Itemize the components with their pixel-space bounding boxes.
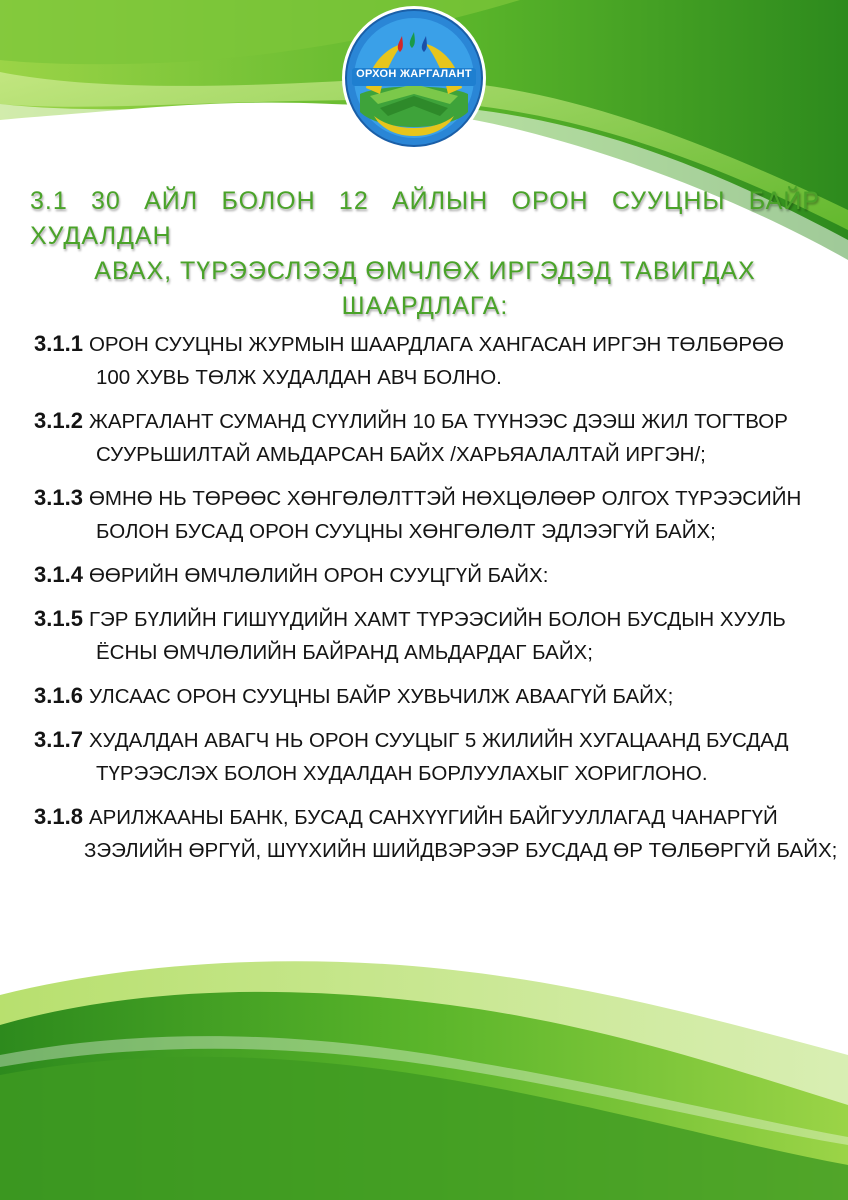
item-number: 3.1.5 [34,606,83,631]
item-number: 3.1.3 [34,485,83,510]
item-text-line-1: ОРОН СУУЦНЫ ЖУРМЫН ШААРДЛАГА ХАНГАСАН ИРГЭН ТӨЛБӨРӨӨ [88,333,784,356]
item-text-line-1: ГЭР БҮЛИЙН ГИШҮҮДИЙН ХАМТ ТҮРЭЭСИЙН БОЛОН БУСДЫН ХУУЛЬ [88,608,786,631]
item-number: 3.1.4 [34,562,83,587]
item-text-line-2: ТҮРЭЭСЛЭХ БОЛОН ХУДАЛДАН БОРЛУУЛАХЫГ ХОРИГЛОНО. [96,762,708,785]
item-text-line-2: СУУРЬШИЛТАЙ АМЬДАРСАН БАЙХ /ХАРЬЯАЛАЛТАЙ ИРГЭН/; [96,443,706,466]
item-text-line-2: ЗЭЭЛИЙН ӨРГҮЙ, ШҮҮХИЙН ШИЙДВЭРЭЭР БУСДАД ӨР ТӨЛБӨРГҮЙ БАЙХ; [84,839,838,862]
heading-line-1: 3.1 30 АЙЛ БОЛОН 12 АЙЛЫН ОРОН СУУЦНЫ БАЙР ХУДАЛДАН [30,187,820,250]
list-item [34,404,834,471]
item-text-line-1: ӨӨРИЙН ӨМЧЛӨЛИЙН ОРОН СУУЦГҮЙ БАЙХ: [88,564,549,587]
logo-text: ОРХОН ЖАРГАЛАНТ [356,68,472,80]
list-item [34,558,834,592]
bottom-green-wave-decoration [0,955,848,1200]
item-text-line-1: ЖАРГАЛАНТ СУМАНД СҮҮЛИЙН 10 БА ТҮҮНЭЭС ДЭЭШ ЖИЛ ТОГТВОР [88,410,788,433]
requirements-list [34,327,838,877]
document-heading [30,184,820,324]
item-text-line-1: УЛСААС ОРОН СУУЦНЫ БАЙР ХУВЬЧИЛЖ АВААГҮЙ БАЙХ; [88,685,674,708]
heading-line-2: АВАХ, ТҮРЭЭСЛЭЭД ӨМЧЛӨХ ИРГЭДЭД ТАВИГДАХ ШААРДЛАГА: [94,257,756,320]
item-number: 3.1.6 [34,683,83,708]
item-number: 3.1.1 [34,331,83,356]
item-number: 3.1.8 [34,804,83,829]
item-text-line-1: АРИЛЖААНЫ БАНК, БУСАД САНХҮҮГИЙН БАЙГУУЛЛАГАД ЧАНАРГҮЙ [88,806,778,829]
item-text-line-1: ХУДАЛДАН АВАГЧ НЬ ОРОН СУУЦЫГ 5 ЖИЛИЙН ХУГАЦААНД БУСДАД [88,729,789,752]
item-number: 3.1.7 [34,727,83,752]
item-text-line-2: БОЛОН БУСАД ОРОН СУУЦНЫ ХӨНГӨЛӨЛТ ЭДЛЭЭГҮЙ БАЙХ; [96,520,716,543]
list-item [34,723,834,790]
item-text-line-2: 100 ХУВЬ ТӨЛЖ ХУДАЛДАН АВЧ БОЛНО. [96,366,502,389]
item-number: 3.1.2 [34,408,83,433]
list-item [34,679,834,713]
list-item [34,800,838,867]
list-item [34,481,834,548]
list-item [34,327,834,394]
item-text-line-2: ЁСНЫ ӨМЧЛӨЛИЙН БАЙРАНД АМЬДАРДАГ БАЙХ; [96,641,593,664]
item-text-line-1: ӨМНӨ НЬ ТӨРӨӨС ХӨНГӨЛӨЛТТЭЙ НӨХЦӨЛӨӨР ОЛГОХ ТҮРЭЭСИЙН [88,487,802,510]
list-item [34,602,834,669]
